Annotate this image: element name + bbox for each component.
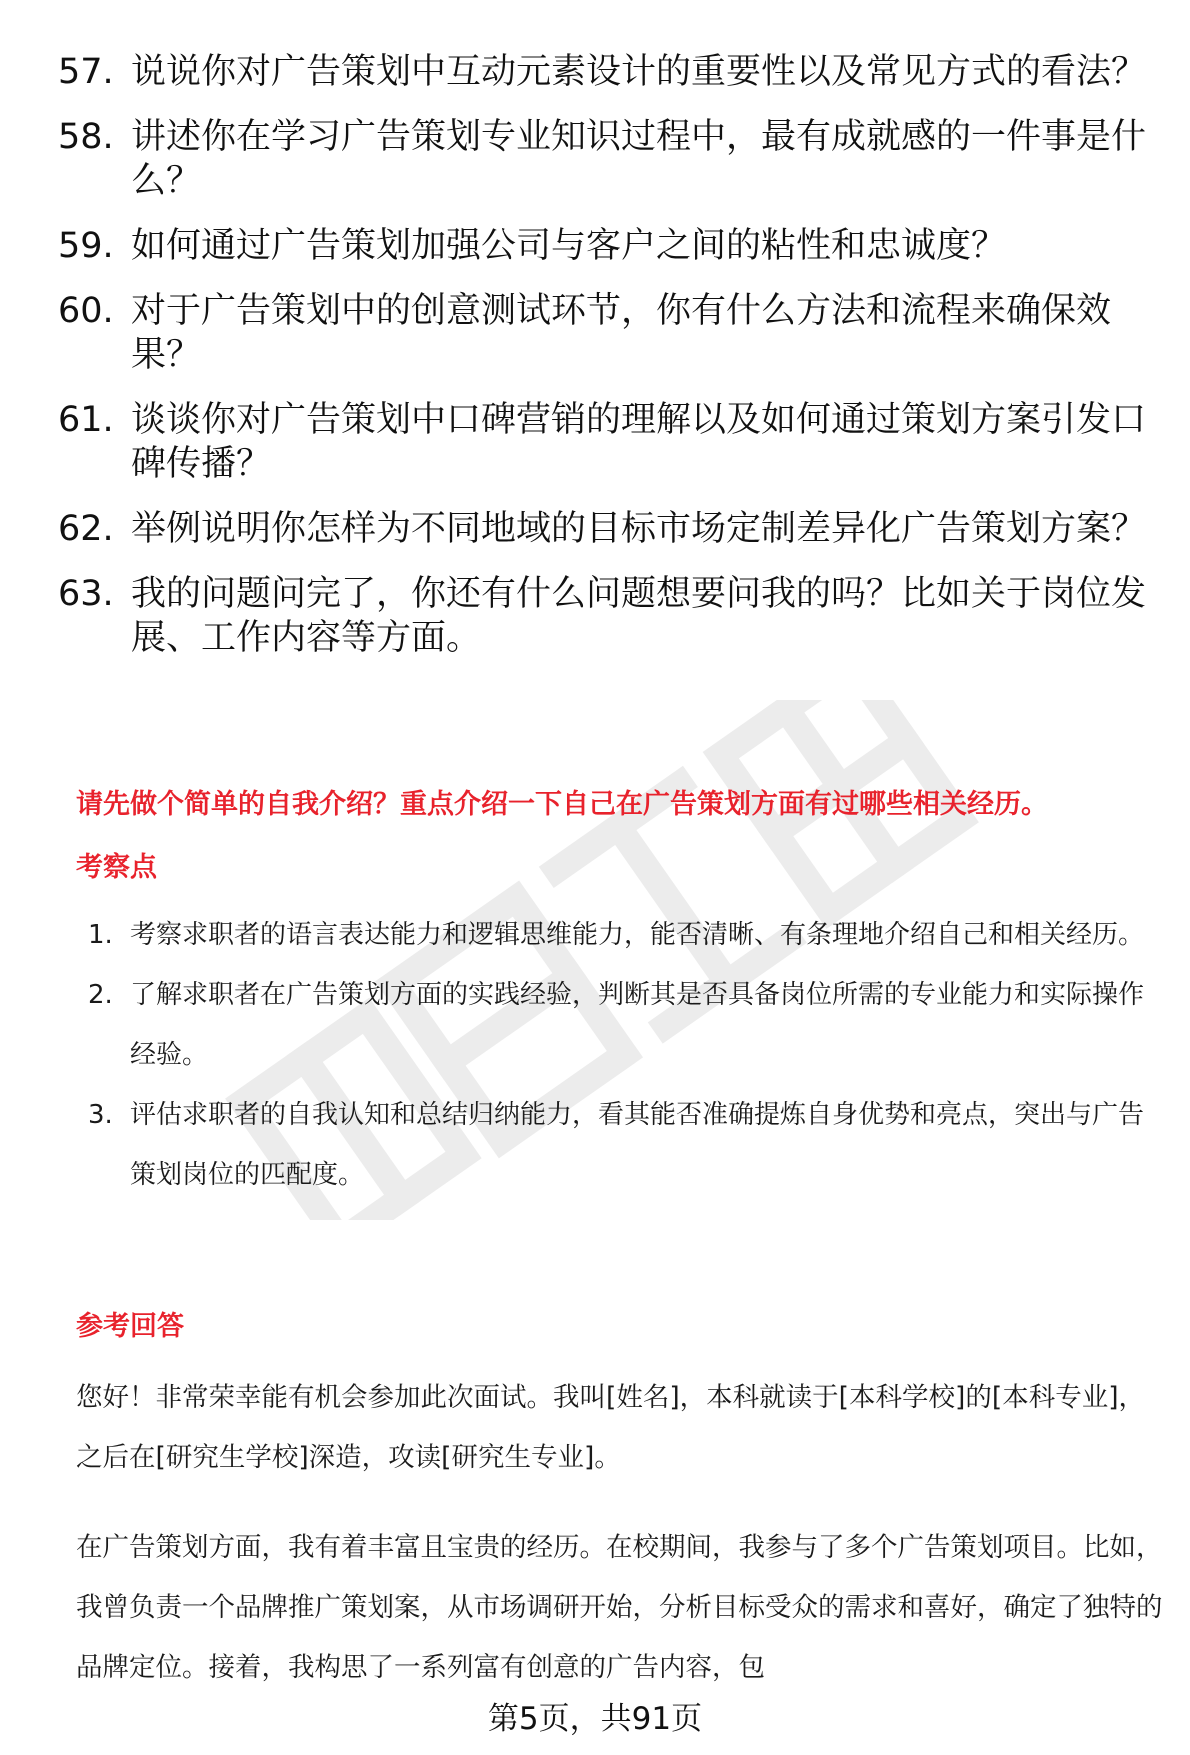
assessment-point [88, 905, 1168, 965]
assessment-heading: 考察点 [76, 852, 157, 883]
question-number: 61. [58, 400, 114, 440]
question-number: 60. [58, 291, 114, 331]
question-number: 62. [58, 509, 114, 549]
assessment-point [88, 965, 1168, 1085]
question-number: 57. [58, 52, 114, 92]
question-text: 我的问题问完了，你还有什么问题想要问我的吗？比如关于岗位发展、工作内容等方面。 [131, 574, 1147, 658]
question-number: 58. [58, 117, 114, 157]
question-text: 如何通过广告策划加强公司与客户之间的粘性和忠诚度？ [131, 226, 1007, 266]
point-number: 2. [88, 980, 113, 1010]
question-item [58, 572, 1158, 660]
point-number: 3. [88, 1100, 113, 1130]
point-number: 1. [88, 920, 113, 950]
answer-paragraph: 您好！非常荣幸能有机会参加此次面试。我叫[姓名]，本科就读于[本科学校]的[本科专业]，之后在[研究生学校]深造，攻读[研究生专业]。 [76, 1382, 1146, 1473]
answer-paragraph: 在广告策划方面，我有着丰富且宝贵的经历。在校期间，我参与了多个广告策划项目。比如，我曾负责一个品牌推广策划案，从市场调研开始，分析目标受众的需求和喜好，确定了独特的品牌定位。接着，我构思了一系列富有创意的广告内容，包 [76, 1532, 1163, 1683]
question-item [58, 398, 1158, 486]
assessment-point [88, 1085, 1168, 1205]
question-number: 63. [58, 574, 114, 614]
point-text: 考察求职者的语言表达能力和逻辑思维能力，能否清晰、有条理地介绍自己和相关经历。 [130, 920, 1145, 950]
question-text: 举例说明你怎样为不同地域的目标市场定制差异化广告策划方案？ [131, 509, 1147, 549]
question-item [58, 289, 1158, 377]
question-text: 谈谈你对广告策划中口碑营销的理解以及如何通过策划方案引发口碑传播？ [131, 400, 1147, 484]
question-item [58, 50, 1158, 94]
question-text: 讲述你在学习广告策划专业知识过程中，最有成就感的一件事是什么？ [131, 117, 1147, 201]
point-text: 评估求职者的自我认知和总结归纳能力，看其能否准确提炼自身优势和亮点，突出与广告策划岗位的匹配度。 [130, 1100, 1145, 1190]
question-text: 对于广告策划中的创意测试环节，你有什么方法和流程来确保效果？ [131, 291, 1112, 375]
question-item [58, 507, 1158, 551]
question-text: 说说你对广告策划中互动元素设计的重要性以及常见方式的看法？ [131, 52, 1147, 92]
question-list [58, 50, 1158, 681]
reference-heading: 参考回答 [76, 1311, 184, 1342]
assessment-points-list [88, 905, 1168, 1205]
point-text: 了解求职者在广告策划方面的实践经验，判断其是否具备岗位所需的专业能力和实际操作经验。 [130, 980, 1145, 1070]
question-item [58, 115, 1158, 203]
question-item [58, 224, 1158, 268]
question-number: 59. [58, 226, 114, 266]
featured-question-heading: 请先做个简单的自我介绍？重点介绍一下自己在广告策划方面有过哪些相关经历。 [76, 789, 1048, 820]
page-footer: 第5页，共91页 [487, 1701, 703, 1737]
